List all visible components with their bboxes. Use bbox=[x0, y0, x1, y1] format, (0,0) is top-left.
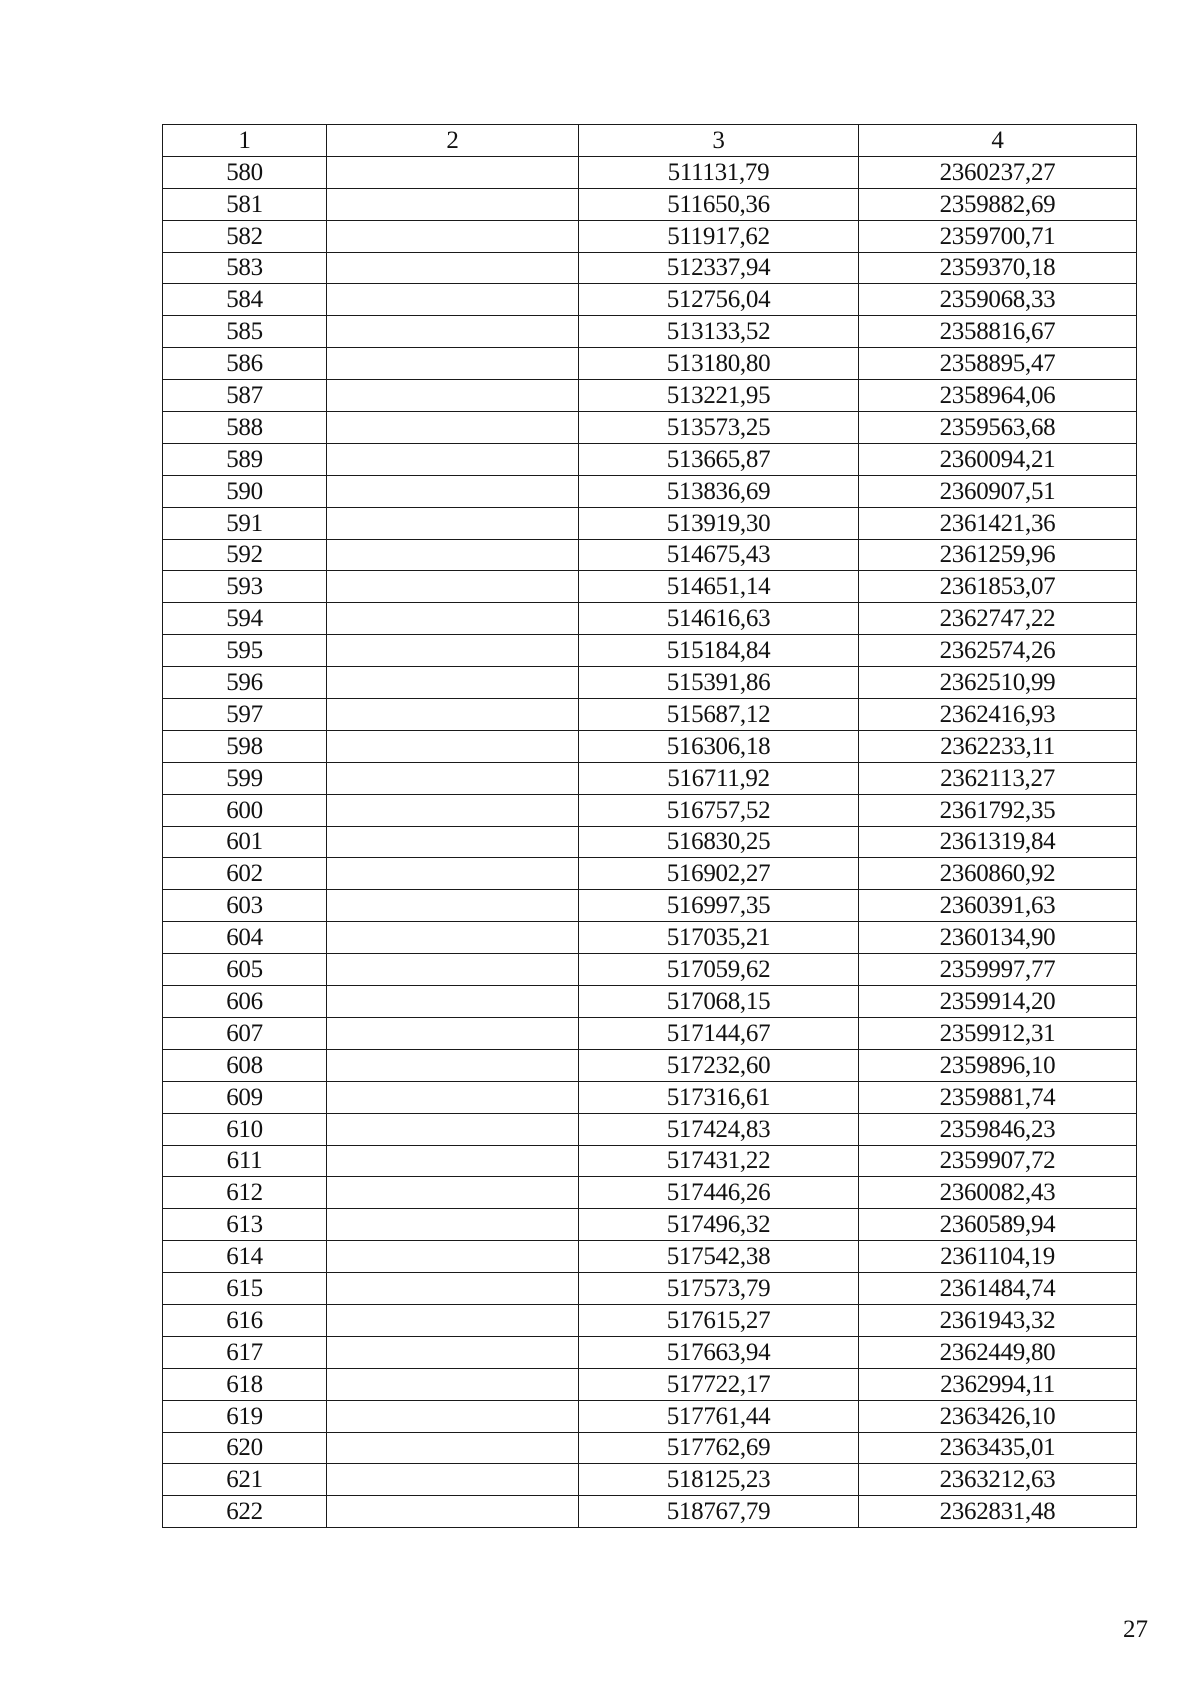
point-number-cell: 581 bbox=[163, 188, 327, 220]
point-number-cell: 610 bbox=[163, 1113, 327, 1145]
y-coordinate-cell: 2359914,20 bbox=[859, 986, 1137, 1018]
point-number-cell: 596 bbox=[163, 667, 327, 699]
coordinates-table bbox=[162, 124, 1137, 1528]
point-number-cell: 600 bbox=[163, 794, 327, 826]
y-coordinate-cell: 2362831,48 bbox=[859, 1496, 1137, 1528]
table-row bbox=[163, 762, 1137, 794]
x-coordinate-cell: 517573,79 bbox=[579, 1273, 859, 1305]
empty-cell bbox=[327, 922, 579, 954]
empty-cell bbox=[327, 284, 579, 316]
table-row bbox=[163, 539, 1137, 571]
empty-cell bbox=[327, 475, 579, 507]
table-row bbox=[163, 826, 1137, 858]
x-coordinate-cell: 517761,44 bbox=[579, 1400, 859, 1432]
y-coordinate-cell: 2362747,22 bbox=[859, 603, 1137, 635]
x-coordinate-cell: 512756,04 bbox=[579, 284, 859, 316]
point-number-cell: 587 bbox=[163, 380, 327, 412]
point-number-cell: 590 bbox=[163, 475, 327, 507]
x-coordinate-cell: 516830,25 bbox=[579, 826, 859, 858]
y-coordinate-cell: 2362510,99 bbox=[859, 667, 1137, 699]
empty-cell bbox=[327, 1464, 579, 1496]
empty-cell bbox=[327, 1432, 579, 1464]
x-coordinate-cell: 517059,62 bbox=[579, 954, 859, 986]
y-coordinate-cell: 2361484,74 bbox=[859, 1273, 1137, 1305]
x-coordinate-cell: 513133,52 bbox=[579, 316, 859, 348]
empty-cell bbox=[327, 412, 579, 444]
empty-cell bbox=[327, 890, 579, 922]
y-coordinate-cell: 2360860,92 bbox=[859, 858, 1137, 890]
table-body bbox=[163, 156, 1137, 1527]
y-coordinate-cell: 2360134,90 bbox=[859, 922, 1137, 954]
point-number-cell: 586 bbox=[163, 348, 327, 380]
point-number-cell: 615 bbox=[163, 1273, 327, 1305]
y-coordinate-cell: 2360082,43 bbox=[859, 1177, 1137, 1209]
table-row bbox=[163, 1336, 1137, 1368]
x-coordinate-cell: 513665,87 bbox=[579, 443, 859, 475]
x-coordinate-cell: 517762,69 bbox=[579, 1432, 859, 1464]
y-coordinate-cell: 2359907,72 bbox=[859, 1145, 1137, 1177]
y-coordinate-cell: 2359370,18 bbox=[859, 252, 1137, 284]
table-row bbox=[163, 667, 1137, 699]
table-row bbox=[163, 443, 1137, 475]
point-number-cell: 620 bbox=[163, 1432, 327, 1464]
table-row bbox=[163, 730, 1137, 762]
point-number-cell: 606 bbox=[163, 986, 327, 1018]
x-coordinate-cell: 517663,94 bbox=[579, 1336, 859, 1368]
x-coordinate-cell: 518767,79 bbox=[579, 1496, 859, 1528]
table-row bbox=[163, 1081, 1137, 1113]
x-coordinate-cell: 515687,12 bbox=[579, 699, 859, 731]
point-number-cell: 622 bbox=[163, 1496, 327, 1528]
point-number-cell: 580 bbox=[163, 156, 327, 188]
empty-cell bbox=[327, 539, 579, 571]
column-header-1: 1 bbox=[163, 125, 327, 157]
point-number-cell: 591 bbox=[163, 507, 327, 539]
point-number-cell: 608 bbox=[163, 1049, 327, 1081]
y-coordinate-cell: 2361104,19 bbox=[859, 1241, 1137, 1273]
x-coordinate-cell: 517431,22 bbox=[579, 1145, 859, 1177]
empty-cell bbox=[327, 1177, 579, 1209]
x-coordinate-cell: 515391,86 bbox=[579, 667, 859, 699]
empty-cell bbox=[327, 443, 579, 475]
empty-cell bbox=[327, 1496, 579, 1528]
y-coordinate-cell: 2361853,07 bbox=[859, 571, 1137, 603]
x-coordinate-cell: 514616,63 bbox=[579, 603, 859, 635]
y-coordinate-cell: 2359997,77 bbox=[859, 954, 1137, 986]
empty-cell bbox=[327, 1368, 579, 1400]
y-coordinate-cell: 2358895,47 bbox=[859, 348, 1137, 380]
table-row bbox=[163, 1241, 1137, 1273]
x-coordinate-cell: 512337,94 bbox=[579, 252, 859, 284]
empty-cell bbox=[327, 1113, 579, 1145]
point-number-cell: 598 bbox=[163, 730, 327, 762]
empty-cell bbox=[327, 603, 579, 635]
y-coordinate-cell: 2361319,84 bbox=[859, 826, 1137, 858]
table-row bbox=[163, 890, 1137, 922]
empty-cell bbox=[327, 1241, 579, 1273]
point-number-cell: 588 bbox=[163, 412, 327, 444]
table-row bbox=[163, 1113, 1137, 1145]
point-number-cell: 612 bbox=[163, 1177, 327, 1209]
empty-cell bbox=[327, 1081, 579, 1113]
table-row bbox=[163, 571, 1137, 603]
empty-cell bbox=[327, 635, 579, 667]
table-row bbox=[163, 794, 1137, 826]
y-coordinate-cell: 2363435,01 bbox=[859, 1432, 1137, 1464]
x-coordinate-cell: 516997,35 bbox=[579, 890, 859, 922]
point-number-cell: 592 bbox=[163, 539, 327, 571]
empty-cell bbox=[327, 954, 579, 986]
point-number-cell: 602 bbox=[163, 858, 327, 890]
empty-cell bbox=[327, 156, 579, 188]
x-coordinate-cell: 517722,17 bbox=[579, 1368, 859, 1400]
column-header-3: 3 bbox=[579, 125, 859, 157]
x-coordinate-cell: 517446,26 bbox=[579, 1177, 859, 1209]
column-header-2: 2 bbox=[327, 125, 579, 157]
empty-cell bbox=[327, 699, 579, 731]
x-coordinate-cell: 517035,21 bbox=[579, 922, 859, 954]
y-coordinate-cell: 2361259,96 bbox=[859, 539, 1137, 571]
x-coordinate-cell: 517542,38 bbox=[579, 1241, 859, 1273]
y-coordinate-cell: 2360391,63 bbox=[859, 890, 1137, 922]
table-row bbox=[163, 1145, 1137, 1177]
table-row bbox=[163, 475, 1137, 507]
x-coordinate-cell: 517068,15 bbox=[579, 986, 859, 1018]
point-number-cell: 582 bbox=[163, 220, 327, 252]
y-coordinate-cell: 2360237,27 bbox=[859, 156, 1137, 188]
y-coordinate-cell: 2360907,51 bbox=[859, 475, 1137, 507]
empty-cell bbox=[327, 252, 579, 284]
point-number-cell: 621 bbox=[163, 1464, 327, 1496]
point-number-cell: 614 bbox=[163, 1241, 327, 1273]
y-coordinate-cell: 2362416,93 bbox=[859, 699, 1137, 731]
x-coordinate-cell: 514651,14 bbox=[579, 571, 859, 603]
table-row bbox=[163, 1368, 1137, 1400]
table-row bbox=[163, 699, 1137, 731]
point-number-cell: 597 bbox=[163, 699, 327, 731]
y-coordinate-cell: 2361792,35 bbox=[859, 794, 1137, 826]
point-number-cell: 603 bbox=[163, 890, 327, 922]
y-coordinate-cell: 2361421,36 bbox=[859, 507, 1137, 539]
y-coordinate-cell: 2359882,69 bbox=[859, 188, 1137, 220]
table-row bbox=[163, 380, 1137, 412]
table-row bbox=[163, 603, 1137, 635]
y-coordinate-cell: 2362233,11 bbox=[859, 730, 1137, 762]
point-number-cell: 583 bbox=[163, 252, 327, 284]
table-row bbox=[163, 507, 1137, 539]
column-header-4: 4 bbox=[859, 125, 1137, 157]
y-coordinate-cell: 2360094,21 bbox=[859, 443, 1137, 475]
x-coordinate-cell: 517316,61 bbox=[579, 1081, 859, 1113]
y-coordinate-cell: 2362994,11 bbox=[859, 1368, 1137, 1400]
point-number-cell: 607 bbox=[163, 1017, 327, 1049]
y-coordinate-cell: 2359846,23 bbox=[859, 1113, 1137, 1145]
x-coordinate-cell: 517424,83 bbox=[579, 1113, 859, 1145]
table-row bbox=[163, 986, 1137, 1018]
empty-cell bbox=[327, 1336, 579, 1368]
x-coordinate-cell: 511917,62 bbox=[579, 220, 859, 252]
page-number: 27 bbox=[1123, 1616, 1148, 1643]
y-coordinate-cell: 2363426,10 bbox=[859, 1400, 1137, 1432]
x-coordinate-cell: 516757,52 bbox=[579, 794, 859, 826]
y-coordinate-cell: 2358816,67 bbox=[859, 316, 1137, 348]
x-coordinate-cell: 517615,27 bbox=[579, 1304, 859, 1336]
table-row bbox=[163, 1049, 1137, 1081]
point-number-cell: 604 bbox=[163, 922, 327, 954]
y-coordinate-cell: 2359068,33 bbox=[859, 284, 1137, 316]
x-coordinate-cell: 513221,95 bbox=[579, 380, 859, 412]
point-number-cell: 589 bbox=[163, 443, 327, 475]
point-number-cell: 601 bbox=[163, 826, 327, 858]
y-coordinate-cell: 2359912,31 bbox=[859, 1017, 1137, 1049]
table-row bbox=[163, 284, 1137, 316]
point-number-cell: 595 bbox=[163, 635, 327, 667]
table-row bbox=[163, 954, 1137, 986]
table-row bbox=[163, 1496, 1137, 1528]
x-coordinate-cell: 515184,84 bbox=[579, 635, 859, 667]
empty-cell bbox=[327, 794, 579, 826]
x-coordinate-cell: 513573,25 bbox=[579, 412, 859, 444]
empty-cell bbox=[327, 1145, 579, 1177]
empty-cell bbox=[327, 348, 579, 380]
y-coordinate-cell: 2359700,71 bbox=[859, 220, 1137, 252]
x-coordinate-cell: 513180,80 bbox=[579, 348, 859, 380]
empty-cell bbox=[327, 986, 579, 1018]
empty-cell bbox=[327, 220, 579, 252]
table-row bbox=[163, 922, 1137, 954]
table-row bbox=[163, 156, 1137, 188]
x-coordinate-cell: 517232,60 bbox=[579, 1049, 859, 1081]
y-coordinate-cell: 2358964,06 bbox=[859, 380, 1137, 412]
empty-cell bbox=[327, 507, 579, 539]
empty-cell bbox=[327, 1017, 579, 1049]
x-coordinate-cell: 511131,79 bbox=[579, 156, 859, 188]
point-number-cell: 616 bbox=[163, 1304, 327, 1336]
x-coordinate-cell: 513919,30 bbox=[579, 507, 859, 539]
point-number-cell: 611 bbox=[163, 1145, 327, 1177]
x-coordinate-cell: 516711,92 bbox=[579, 762, 859, 794]
table-row bbox=[163, 635, 1137, 667]
table-row bbox=[163, 1464, 1137, 1496]
table-row bbox=[163, 1400, 1137, 1432]
point-number-cell: 605 bbox=[163, 954, 327, 986]
empty-cell bbox=[327, 667, 579, 699]
empty-cell bbox=[327, 380, 579, 412]
empty-cell bbox=[327, 1273, 579, 1305]
x-coordinate-cell: 517496,32 bbox=[579, 1209, 859, 1241]
point-number-cell: 593 bbox=[163, 571, 327, 603]
table-row bbox=[163, 858, 1137, 890]
table-header-row bbox=[163, 125, 1137, 157]
x-coordinate-cell: 518125,23 bbox=[579, 1464, 859, 1496]
table-row bbox=[163, 1432, 1137, 1464]
x-coordinate-cell: 516306,18 bbox=[579, 730, 859, 762]
table-row bbox=[163, 252, 1137, 284]
y-coordinate-cell: 2359881,74 bbox=[859, 1081, 1137, 1113]
y-coordinate-cell: 2362574,26 bbox=[859, 635, 1137, 667]
empty-cell bbox=[327, 188, 579, 220]
point-number-cell: 584 bbox=[163, 284, 327, 316]
table-row bbox=[163, 1273, 1137, 1305]
point-number-cell: 599 bbox=[163, 762, 327, 794]
point-number-cell: 613 bbox=[163, 1209, 327, 1241]
empty-cell bbox=[327, 858, 579, 890]
empty-cell bbox=[327, 730, 579, 762]
x-coordinate-cell: 516902,27 bbox=[579, 858, 859, 890]
table-row bbox=[163, 1177, 1137, 1209]
empty-cell bbox=[327, 826, 579, 858]
table-row bbox=[163, 1304, 1137, 1336]
y-coordinate-cell: 2360589,94 bbox=[859, 1209, 1137, 1241]
point-number-cell: 594 bbox=[163, 603, 327, 635]
empty-cell bbox=[327, 762, 579, 794]
table-row bbox=[163, 188, 1137, 220]
y-coordinate-cell: 2362113,27 bbox=[859, 762, 1137, 794]
empty-cell bbox=[327, 1400, 579, 1432]
x-coordinate-cell: 514675,43 bbox=[579, 539, 859, 571]
y-coordinate-cell: 2359563,68 bbox=[859, 412, 1137, 444]
table-row bbox=[163, 348, 1137, 380]
y-coordinate-cell: 2361943,32 bbox=[859, 1304, 1137, 1336]
x-coordinate-cell: 511650,36 bbox=[579, 188, 859, 220]
empty-cell bbox=[327, 1209, 579, 1241]
empty-cell bbox=[327, 1304, 579, 1336]
empty-cell bbox=[327, 1049, 579, 1081]
point-number-cell: 585 bbox=[163, 316, 327, 348]
table-row bbox=[163, 220, 1137, 252]
x-coordinate-cell: 513836,69 bbox=[579, 475, 859, 507]
table-row bbox=[163, 1209, 1137, 1241]
empty-cell bbox=[327, 571, 579, 603]
point-number-cell: 619 bbox=[163, 1400, 327, 1432]
empty-cell bbox=[327, 316, 579, 348]
y-coordinate-cell: 2362449,80 bbox=[859, 1336, 1137, 1368]
y-coordinate-cell: 2359896,10 bbox=[859, 1049, 1137, 1081]
table-row bbox=[163, 316, 1137, 348]
y-coordinate-cell: 2363212,63 bbox=[859, 1464, 1137, 1496]
point-number-cell: 609 bbox=[163, 1081, 327, 1113]
x-coordinate-cell: 517144,67 bbox=[579, 1017, 859, 1049]
point-number-cell: 617 bbox=[163, 1336, 327, 1368]
point-number-cell: 618 bbox=[163, 1368, 327, 1400]
table-row bbox=[163, 1017, 1137, 1049]
table-row bbox=[163, 412, 1137, 444]
